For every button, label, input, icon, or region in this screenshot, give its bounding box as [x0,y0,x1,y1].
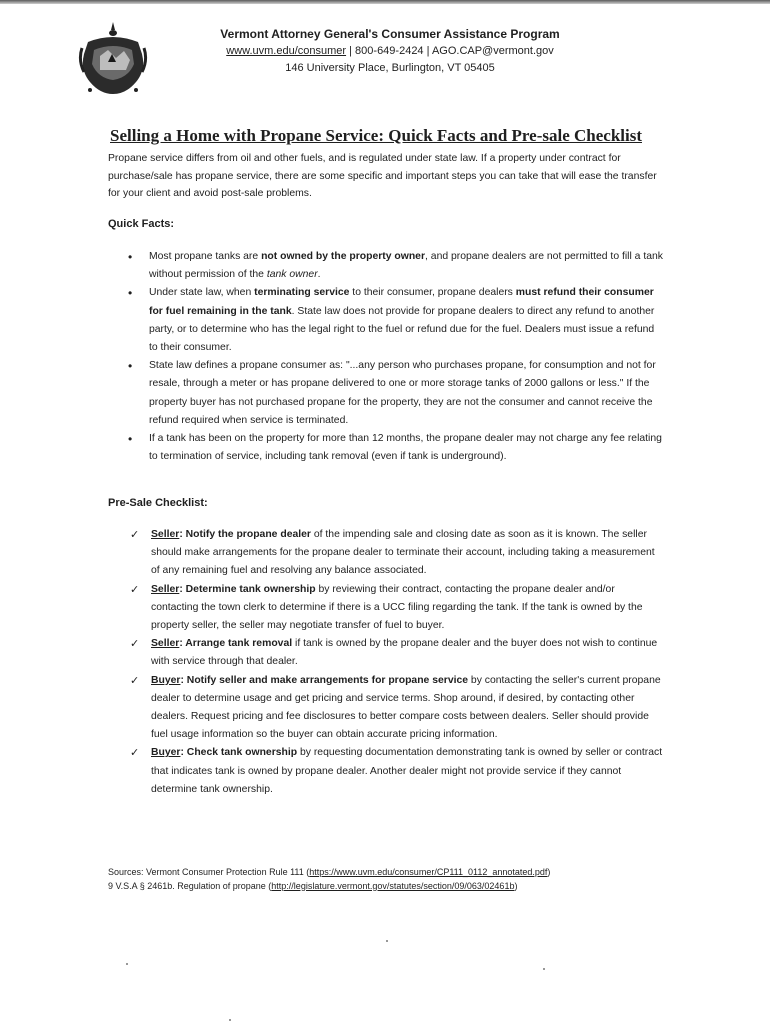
scan-top-edge [0,0,770,4]
scan-speck [126,963,128,965]
list-item: • If a tank has been on the property for more than 12 months, the propane dealer may not charge any fee relating to termination of service, including tank removal (even if tank is underground). [128,432,662,463]
scan-speck [229,1019,231,1021]
org-name: Vermont Attorney General's Consumer Assistance Program [220,27,560,41]
checkmark-icon: ✓ [130,529,140,541]
checklist-item: ✓ Seller: Determine tank ownership by reviewing their contract, contacting the propane dealer and/or contacting the town clerk to determine if there is a UCC filing regarding the tank. If the tank is owned by the property seller, the seller may negotiate transfer of fuel to buyer. [108,581,664,636]
scan-speck [386,940,388,942]
letterhead [180,26,600,77]
list-item: • State law defines a propane consumer as: "...any person who purchases propane, for consumption and not for resale, through a meter or has propane delivered to one or more storage tanks of 2000 gallons or less." If the property buyer has not purchased propane for the property, they are not the consumer and cannot receive the refund required when service is terminated. [128,359,656,426]
checklist-item: ✓ Seller: Arrange tank removal if tank is owned by the propane dealer and the buyer does not wish to continue with service through that dealer. [108,635,664,671]
scan-speck [543,968,545,970]
document-title: Selling a Home with Propane Service: Quick Facts and Pre-sale Checklist [110,126,642,145]
source-line-statute: 9 V.S.A § 2461b. Regulation of propane (http://legislature.vermont.gov/statutes/section/09/063/02461b) [108,880,518,891]
list-item: • Under state law, when terminating service to their consumer, propane dealers must refund their consumer for fuel remaining in the tank. State law does not provide for propane dealers to direct any refund to another party, or to determine who has the legal right to the fuel or refund due for the fuel. Dealers must issue a refund to their consumer. [128,286,655,354]
bullet-icon: • [128,359,133,374]
source-line-rule-111: Sources: Vermont Consumer Protection Rule 111 (https://www.uvm.edu/consumer/CP111_0112_annotated.pdf) [108,867,551,877]
pre-sale-checklist-heading: Pre-Sale Checklist: [108,497,208,509]
checkmark-icon: ✓ [130,747,140,760]
pre-sale-checklist [108,526,664,799]
rule-111-link[interactable]: https://www.uvm.edu/consumer/CP111_0112_annotated.pdf [309,867,548,877]
website-link[interactable]: www.uvm.edu/consumer [226,45,347,57]
quick-facts-list [108,248,664,466]
checklist-item: ✓ Buyer: Notify seller and make arrangements for propane service by contacting the seller's current propane dealer to determine usage and get pricing and service terms. Shop around, if desired, by contacting other dealers. Request pricing and fee disclosures to better compare costs between dealers. Seller should provide fuel usage information so the buyer can obtain accurate pricing information. [108,672,664,745]
bullet-icon: • [128,432,133,447]
checkmark-icon: ✓ [130,638,140,651]
quick-facts-heading: Quick Facts: [108,218,175,230]
email-address[interactable]: AGO.CAP@vermont.gov [431,45,554,57]
bullet-icon: • [128,250,133,264]
sources-footnote [108,866,698,893]
bullet-icon: • [128,286,133,301]
contact-line: www.uvm.edu/consumer | 800-649-2424 | AGO.CAP@vermont.gov [226,45,554,57]
phone-number: 800-649-2424 [355,45,424,57]
checklist-item: ✓ Buyer: Check tank ownership by requesting documentation demonstrating tank is owned by seller or contract that indicates tank is owned by propane dealer. Another dealer might not provide service if they cannot determine tank ownership. [108,744,664,799]
vermont-state-seal-icon [78,20,148,96]
list-item: • Most propane tanks are not owned by the property owner, and propane dealers are not permitted to fill a tank without permission of the tank owner. [128,250,663,281]
statute-link[interactable]: http://legislature.vermont.gov/statutes/section/09/063/02461b [271,880,515,891]
checkmark-icon: ✓ [130,583,140,596]
intro-paragraph: Propane service differs from oil and other fuels, and is regulated under state law. If a property under contract for purchase/sale has propane service, there are some specific and important steps you can take that will ease the transfer for your client and avoid post-sale problems. [108,153,657,199]
checkmark-icon: ✓ [130,674,140,687]
checklist-item: ✓ Seller: Notify the propane dealer of the impending sale and closing date as soon as it is known. The seller should make arrangements for the propane dealer to terminate their account, including taking a measurement of any remaining fuel and resolving any balance associated. [108,526,664,581]
address: 146 University Place, Burlington, VT 05405 [285,62,495,74]
